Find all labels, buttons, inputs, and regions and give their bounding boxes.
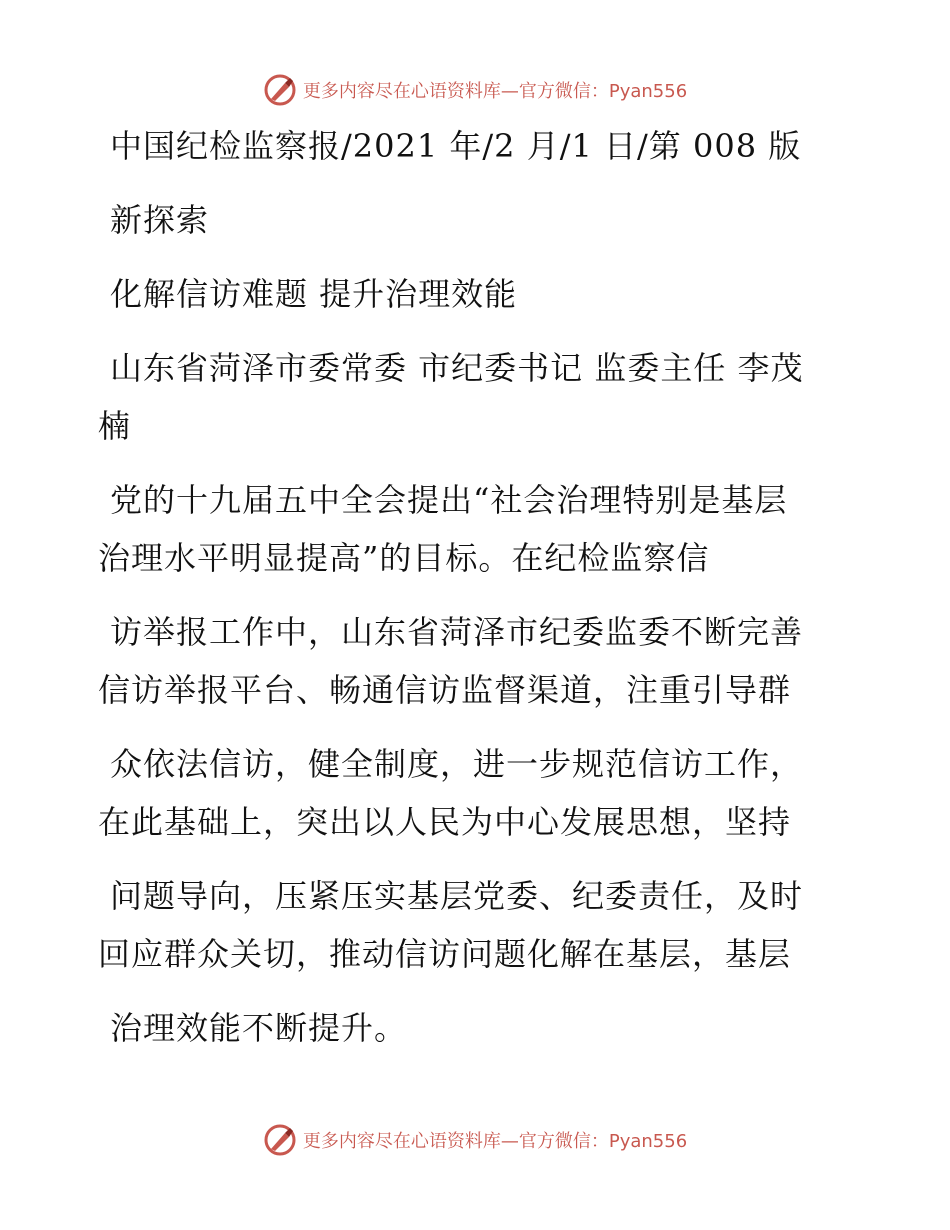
body-line: 治理水平明显提高”的目标。在纪检监察信 <box>98 539 710 577</box>
banner-separator: — <box>500 1131 519 1152</box>
top-banner <box>0 68 950 112</box>
banner-wechat-label: 官方微信： <box>518 81 609 102</box>
pen-logo-icon <box>263 1123 297 1157</box>
body-line: 治理效能不断提升。 <box>110 1009 408 1047</box>
pen-logo-icon <box>263 73 297 107</box>
body-line: 党的十九届五中全会提出“社会治理特别是基层 <box>110 481 788 519</box>
source-line: 中国纪检监察报/2021 年/2 月/1 日/第 008 版 <box>110 127 802 165</box>
body-line: 在此基础上，突出以人民为中心发展思想，坚持 <box>98 803 792 841</box>
body-line: 问题导向，压紧压实基层党委、纪委责任，及时 <box>110 877 804 915</box>
banner-text <box>303 1127 687 1153</box>
banner-site-text: 更多内容尽在心语资料库 <box>302 1131 501 1152</box>
body-line: 信访举报平台、畅通信访监督渠道，注重引导群 <box>98 671 792 709</box>
body-line: 回应群众关切，推动信访问题化解在基层，基层 <box>98 935 792 973</box>
column-label: 新探索 <box>110 201 210 239</box>
author-line-1: 山东省菏泽市委常委 市纪委书记 监委主任 李茂 <box>110 349 804 387</box>
banner-text <box>303 77 687 103</box>
banner-site-text: 更多内容尽在心语资料库 <box>302 81 501 102</box>
banner-separator: — <box>500 81 519 102</box>
body-line: 众依法信访，健全制度，进一步规范信访工作， <box>110 745 804 783</box>
banner-wechat-id: Pyan556 <box>608 81 688 102</box>
body-line: 访举报工作中，山东省菏泽市纪委监委不断完善 <box>110 613 804 651</box>
banner-wechat-id: Pyan556 <box>608 1131 688 1152</box>
bottom-banner <box>0 1118 950 1162</box>
banner-wechat-label: 官方微信： <box>518 1131 609 1152</box>
headline: 化解信访难题 提升治理效能 <box>110 275 518 313</box>
author-line-2: 楠 <box>98 407 132 445</box>
